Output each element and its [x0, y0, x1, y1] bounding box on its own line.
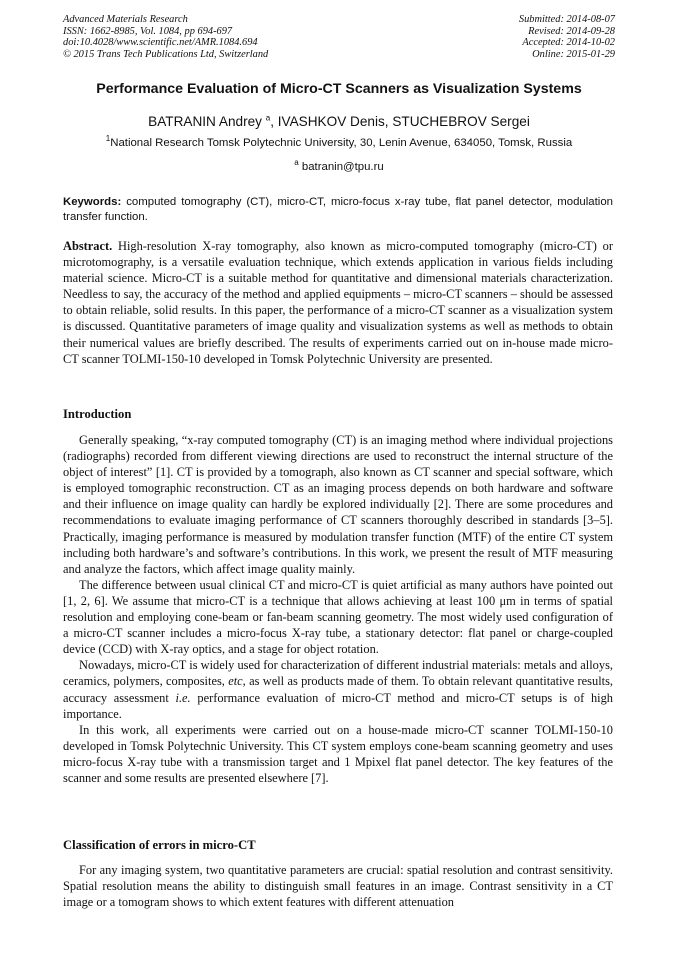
introduction-heading: Introduction	[63, 407, 132, 421]
date-online: Online: 2015-01-29	[532, 48, 615, 60]
date-submitted: Submitted: 2014-08-07	[518, 14, 615, 25]
journal-info	[63, 14, 268, 60]
journal-copyright: © 2015 Trans Tech Publications Ltd, Switzerland	[63, 48, 269, 60]
publication-dates	[519, 14, 615, 60]
abstract	[63, 238, 613, 367]
intro-paragraph-2: The difference between usual clinical CT and micro-CT is quiet artificial as many authors have pointed out [1, 2, 6]. We assume that micro-CT is a technique that allows achieving at least 100 μm in terms of spatial resolution and employing cone-beam or fan-beam scanning geometry. The most widely used configuration of a micro-CT scanner includes a micro-focus X-ray tube, a stationary detector: flat panel or charge-coupled device (CCD) with X-ray optics, and a stage for object rotation.	[63, 577, 613, 657]
journal-doi: doi:10.4028/www.scientific.net/AMR.1084.694	[63, 37, 258, 49]
intro-p3-etc: etc	[228, 674, 243, 689]
classification-paragraph-1: For any imaging system, two quantitative parameters are crucial: spatial resolution and contrast sensitivity. Spatial resolution means the ability to distinguish small features in an image. Contrast sensitivity in a CT image or a tomogram shows to which extent features with different attenuation	[63, 863, 613, 910]
first-author-affil-mark: a	[265, 113, 271, 123]
author-email	[40, 158, 638, 173]
author-list	[40, 114, 638, 129]
date-revised: Revised: 2014-09-28	[528, 25, 615, 37]
email-text: batranin@tpu.ru	[298, 161, 384, 173]
date-accepted: Accepted: 2014-10-02	[522, 37, 615, 49]
intro-paragraph-1: Generally speaking, “x-ray computed tomography (CT) is an imaging method where individual projections (radiographs) recorded from different viewing directions are used to reconstruct the internal structure of the object of interest” [1]. CT is provided by a tomograph, also known as CT scanner and special software, which is employed tomographic reconstruction. CT as an imaging process depends on both hardware and software and their influence on image quality can hardly be explored individually [2]. There are some procedures and recommendations to evaluate imaging performance of CT scanners thoroughly described in standards [3–5]. Practically, imaging performance is measured by modulation transfer function (MTF) of the entire CT system including both hardware’s and software’s contributions. In this work, we present the result of MTF measuring and analyze the factors, which affect image quality mainly.	[63, 433, 613, 576]
keywords-label: Keywords:	[63, 196, 122, 208]
email-mark: a	[294, 158, 299, 168]
affiliation	[40, 134, 638, 149]
journal-issn: ISSN: 1662-8985, Vol. 1084, pp 694-697	[63, 25, 233, 37]
intro-p3-part-b: , as well as products made of them. To obtain relevant quantitative results, accuracy assessment	[63, 674, 614, 705]
intro-p3-ie: i.e.	[175, 690, 191, 705]
classification-section	[63, 862, 613, 910]
other-authors: , IVASHKOV Denis, STUCHEBROV Sergei	[270, 114, 530, 129]
intro-p3-part-c: performance evaluation of micro-CT method and micro-CT setups is of high importance.	[63, 690, 613, 721]
journal-header	[63, 14, 615, 60]
affiliation-mark: 1	[105, 134, 111, 144]
journal-name: Advanced Materials Research	[63, 14, 188, 25]
first-author: BATRANIN Andrey	[148, 114, 262, 129]
intro-paragraph-4: In this work, all experiments were carried out on a house-made micro-CT scanner TOLMI-150-10 developed in Tomsk Polytechnic University. This CT system employs cone-beam scanning geometry and uses micro-focus X-ray tube with a transmission target and 1 Mpixel flat panel detector. The key features of the scanner and some results are presented elsewhere [7].	[63, 722, 613, 785]
paper-title: Performance Evaluation of Micro-CT Scanners as Visualization Systems	[96, 81, 582, 97]
intro-p3-part-a: Nowadays, micro-CT is widely used for characterization of different industrial materials: metals and alloys, ceramics, polymers, composites,	[63, 658, 613, 689]
intro-paragraph-3	[63, 657, 613, 721]
affiliation-text: National Research Tomsk Polytechnic University, 30, Lenin Avenue, 634050, Tomsk, Russia	[110, 137, 573, 149]
introduction-section	[63, 432, 613, 786]
classification-heading: Classification of errors in micro-CT	[63, 838, 256, 852]
keywords-text: computed tomography (CT), micro-CT, micro-focus x-ray tube, flat panel detector, modulation transfer function.	[63, 196, 613, 223]
abstract-text: High-resolution X-ray tomography, also known as micro-computed tomography (micro-CT) or microtomography, is a versatile evaluation technique, which extends application in various fields including material science. Micro-CT is a suitable method for quantitative and dimensional materials characterization. Needless to say, the accuracy of the method and applied equipments – micro-CT scanners – should be assessed to obtain reliable, solid results. In this paper, the performance of a micro-CT scanner as a visualization system is discussed. Quantitative parameters of image quality and visualization systems as well as methods to obtain their numerical values are briefly described. The results of experiments carried out on in-house made micro-CT scanner TOLMI-150-10 developed in Tomsk Polytechnic University are presented.	[63, 239, 613, 366]
abstract-label: Abstract.	[63, 239, 113, 253]
keywords	[63, 195, 613, 225]
